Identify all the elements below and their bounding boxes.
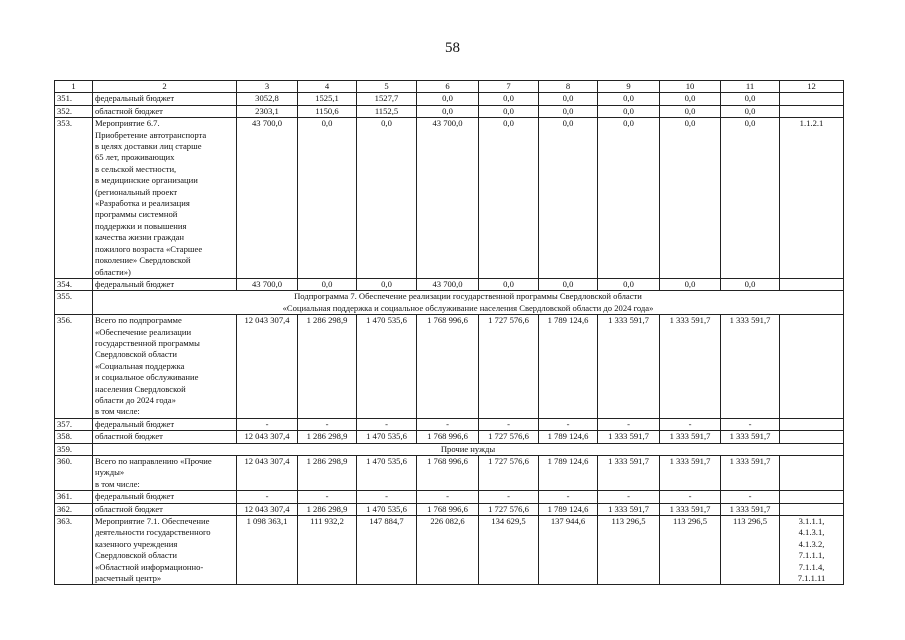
amount-cell: 1 470 535,6 (357, 315, 417, 419)
amount-cell: 12 043 307,4 (237, 431, 298, 443)
table-row (55, 93, 844, 105)
amount-cell: - (539, 491, 598, 503)
amount-cell: 12 043 307,4 (237, 456, 298, 491)
amount-cell: 111 932,2 (298, 516, 357, 585)
amount-cell: 0,0 (660, 118, 721, 279)
row-number: 362. (55, 503, 93, 515)
amount-cell: 12 043 307,4 (237, 315, 298, 419)
amount-cell: 0,0 (660, 278, 721, 290)
amount-cell: 0,0 (598, 118, 660, 279)
table-header-row (55, 81, 844, 93)
amount-cell: 0,0 (598, 278, 660, 290)
amount-cell: 1 286 298,9 (298, 431, 357, 443)
amount-cell: - (539, 418, 598, 430)
amount-cell: 0,0 (357, 118, 417, 279)
column-header: 5 (357, 81, 417, 93)
amount-cell: 0,0 (479, 93, 539, 105)
target-indicator (780, 278, 844, 290)
table-row (55, 278, 844, 290)
amount-cell: - (660, 418, 721, 430)
amount-cell: 0,0 (721, 105, 780, 117)
amount-cell: - (479, 491, 539, 503)
column-header: 1 (55, 81, 93, 93)
amount-cell: 1 789 124,6 (539, 503, 598, 515)
amount-cell: 1 333 591,7 (721, 315, 780, 419)
row-label: областной бюджет (93, 503, 237, 515)
row-number: 361. (55, 491, 93, 503)
amount-cell: 1 727 576,6 (479, 431, 539, 443)
target-indicator (780, 431, 844, 443)
table-row (55, 503, 844, 515)
amount-cell: 1 286 298,9 (298, 456, 357, 491)
row-number: 357. (55, 418, 93, 430)
amount-cell: 1 333 591,7 (598, 315, 660, 419)
row-label: Всего по подпрограмме «Обеспечение реализации государственной программы Свердловской области «Социальная поддержка и социальное обслуживание населения Свердловской области до 2024 года» в том числе: (93, 315, 237, 419)
amount-cell: 0,0 (660, 105, 721, 117)
amount-cell: - (721, 491, 780, 503)
column-header: 8 (539, 81, 598, 93)
amount-cell: 0,0 (539, 278, 598, 290)
section-title: Прочие нужды (93, 443, 844, 455)
row-number: 352. (55, 105, 93, 117)
amount-cell: 0,0 (598, 93, 660, 105)
amount-cell: 1 286 298,9 (298, 315, 357, 419)
row-number: 363. (55, 516, 93, 585)
budget-table (54, 80, 844, 585)
amount-cell: - (357, 418, 417, 430)
amount-cell: 1 768 996,6 (417, 503, 479, 515)
amount-cell: 1 789 124,6 (539, 315, 598, 419)
amount-cell: 1 333 591,7 (660, 431, 721, 443)
column-header: 10 (660, 81, 721, 93)
target-indicator (780, 93, 844, 105)
amount-cell: 0,0 (539, 105, 598, 117)
row-label: федеральный бюджет (93, 93, 237, 105)
amount-cell: 43 700,0 (417, 118, 479, 279)
amount-cell: - (417, 491, 479, 503)
amount-cell: 0,0 (479, 278, 539, 290)
amount-cell: 0,0 (539, 118, 598, 279)
column-header: 4 (298, 81, 357, 93)
row-number: 359. (55, 443, 93, 455)
table-row (55, 315, 844, 419)
amount-cell: 1 768 996,6 (417, 315, 479, 419)
amount-cell: 0,0 (479, 105, 539, 117)
amount-cell: 0,0 (479, 118, 539, 279)
column-header: 2 (93, 81, 237, 93)
amount-cell: 3052,8 (237, 93, 298, 105)
row-label: Мероприятие 7.1. Обеспечение деятельности государственного казенного учреждения Свердловской области «Областной информационно- расчетный центр» (93, 516, 237, 585)
amount-cell: 1527,7 (357, 93, 417, 105)
amount-cell: 1 470 535,6 (357, 503, 417, 515)
amount-cell: 1 333 591,7 (598, 503, 660, 515)
amount-cell: 0,0 (417, 105, 479, 117)
amount-cell: 113 296,5 (660, 516, 721, 585)
target-indicator (780, 456, 844, 491)
amount-cell: 0,0 (357, 278, 417, 290)
amount-cell: 1150,6 (298, 105, 357, 117)
column-header: 6 (417, 81, 479, 93)
amount-cell: 12 043 307,4 (237, 503, 298, 515)
table-row (55, 443, 844, 455)
amount-cell: 1 333 591,7 (598, 431, 660, 443)
column-header: 7 (479, 81, 539, 93)
column-header: 9 (598, 81, 660, 93)
row-label: федеральный бюджет (93, 418, 237, 430)
amount-cell: 1 727 576,6 (479, 503, 539, 515)
amount-cell: 137 944,6 (539, 516, 598, 585)
target-indicator (780, 503, 844, 515)
row-number: 354. (55, 278, 93, 290)
section-title: Подпрограмма 7. Обеспечение реализации государственной программы Свердловской области «Социальная поддержка и социальное обслуживание населения Свердловской области до 2024 года» (93, 291, 844, 315)
amount-cell: 226 082,6 (417, 516, 479, 585)
column-header: 3 (237, 81, 298, 93)
amount-cell: 0,0 (721, 118, 780, 279)
table-row (55, 118, 844, 279)
target-indicator: 1.1.2.1 (780, 118, 844, 279)
amount-cell: 0,0 (539, 93, 598, 105)
amount-cell: 113 296,5 (721, 516, 780, 585)
target-indicator: 3.1.1.1, 4.1.3.1, 4.1.3.2, 7.1.1.1, 7.1.1.4, 7.1.1.11 (780, 516, 844, 585)
row-number: 360. (55, 456, 93, 491)
amount-cell: 43 700,0 (237, 118, 298, 279)
page-number: 58 (445, 40, 460, 56)
amount-cell: 1 727 576,6 (479, 315, 539, 419)
amount-cell: 1 727 576,6 (479, 456, 539, 491)
row-number: 355. (55, 291, 93, 315)
table-row (55, 291, 844, 315)
row-label: Мероприятие 6.7. Приобретение автотранспорта в целях доставки лиц старше 65 лет, проживающих в сельской местности, в медицинские организации (региональный проект «Разработка и реализация программы системной поддержки и повышения качества жизни граждан пожилого возраста «Старшее поколение» Свердловской области») (93, 118, 237, 279)
amount-cell: 0,0 (721, 93, 780, 105)
amount-cell: 0,0 (598, 105, 660, 117)
table-row (55, 418, 844, 430)
row-label: областной бюджет (93, 105, 237, 117)
row-label: федеральный бюджет (93, 491, 237, 503)
row-number: 356. (55, 315, 93, 419)
amount-cell: - (298, 418, 357, 430)
table-row (55, 491, 844, 503)
row-number: 353. (55, 118, 93, 279)
amount-cell: 1 789 124,6 (539, 431, 598, 443)
amount-cell: 2303,1 (237, 105, 298, 117)
amount-cell: 0,0 (298, 278, 357, 290)
target-indicator (780, 491, 844, 503)
row-label: областной бюджет (93, 431, 237, 443)
table-row (55, 456, 844, 491)
amount-cell: 1 333 591,7 (660, 315, 721, 419)
amount-cell: 1 333 591,7 (721, 431, 780, 443)
amount-cell: 0,0 (721, 278, 780, 290)
amount-cell: - (721, 418, 780, 430)
amount-cell: 113 296,5 (598, 516, 660, 585)
row-label: Всего по направлению «Прочие нужды» в том числе: (93, 456, 237, 491)
amount-cell: - (479, 418, 539, 430)
amount-cell: 1 286 298,9 (298, 503, 357, 515)
target-indicator (780, 105, 844, 117)
amount-cell: - (598, 491, 660, 503)
amount-cell: - (237, 491, 298, 503)
amount-cell: - (660, 491, 721, 503)
amount-cell: 0,0 (298, 118, 357, 279)
amount-cell: 1 789 124,6 (539, 456, 598, 491)
amount-cell: 1525,1 (298, 93, 357, 105)
amount-cell: 1 333 591,7 (721, 456, 780, 491)
amount-cell: 0,0 (660, 93, 721, 105)
target-indicator (780, 418, 844, 430)
amount-cell: 1 333 591,7 (721, 503, 780, 515)
table-row (55, 105, 844, 117)
amount-cell: 1 470 535,6 (357, 431, 417, 443)
amount-cell: 0,0 (417, 93, 479, 105)
amount-cell: 1 333 591,7 (660, 456, 721, 491)
column-header: 11 (721, 81, 780, 93)
amount-cell: 1 333 591,7 (598, 456, 660, 491)
amount-cell: - (298, 491, 357, 503)
amount-cell: 1 768 996,6 (417, 456, 479, 491)
table-row (55, 516, 844, 585)
amount-cell: 43 700,0 (417, 278, 479, 290)
row-number: 358. (55, 431, 93, 443)
amount-cell: - (357, 491, 417, 503)
amount-cell: 1152,5 (357, 105, 417, 117)
amount-cell: - (237, 418, 298, 430)
amount-cell: 147 884,7 (357, 516, 417, 585)
amount-cell: 1 768 996,6 (417, 431, 479, 443)
amount-cell: - (417, 418, 479, 430)
row-number: 351. (55, 93, 93, 105)
column-header: 12 (780, 81, 844, 93)
table-row (55, 431, 844, 443)
amount-cell: 1 098 363,1 (237, 516, 298, 585)
amount-cell: 1 470 535,6 (357, 456, 417, 491)
target-indicator (780, 315, 844, 419)
row-label: федеральный бюджет (93, 278, 237, 290)
amount-cell: 134 629,5 (479, 516, 539, 585)
amount-cell: 43 700,0 (237, 278, 298, 290)
amount-cell: - (598, 418, 660, 430)
amount-cell: 1 333 591,7 (660, 503, 721, 515)
